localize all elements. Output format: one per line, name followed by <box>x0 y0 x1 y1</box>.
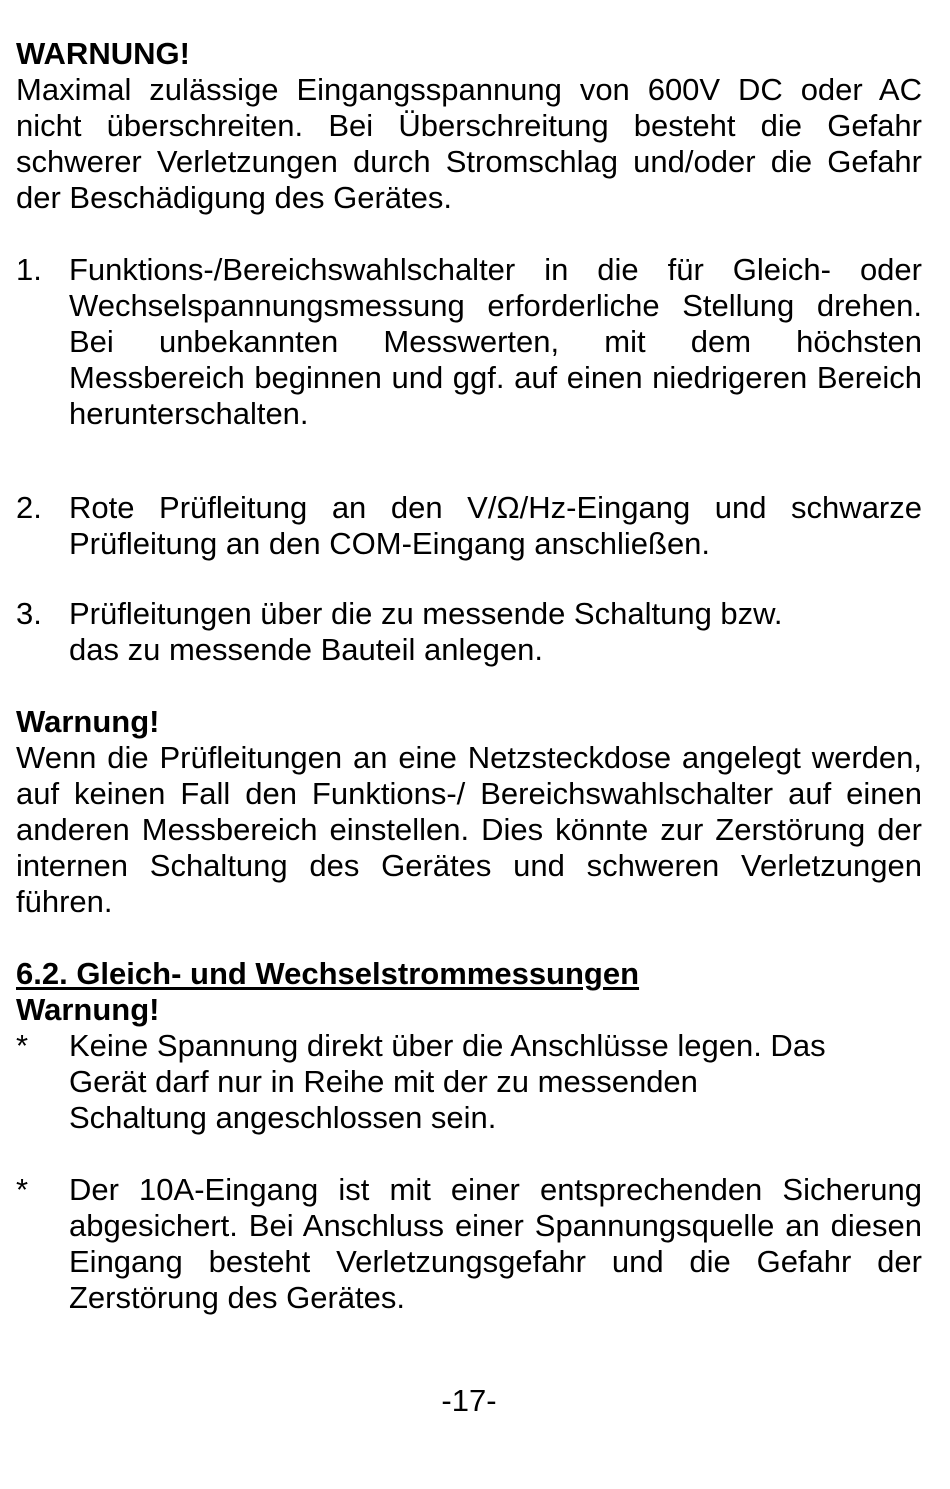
warning-text: Maximal zulässige Eingangsspannung von 600V DC oder AC nicht überschreiten. Bei Überschreitung besteht die Gefahr schwerer Verletzungen durch Stromschlag und/oder die Gefahr der Beschädigung des Gerätes. <box>16 72 922 215</box>
step-text <box>69 596 922 668</box>
bullet-text <box>69 1028 922 1136</box>
page-number: -17- <box>441 1383 497 1418</box>
step-text: Funktions-/Bereichswahlschalter in die für Gleich- oder Wechselspannungsmessung erforderliche Stellung drehen. Bei unbekannten Messwerten, mit dem höchsten Messbereich beginnen und ggf. auf einen niedrigeren Bereich herunterschalten. <box>69 252 922 431</box>
step-text: Rote Prüfleitung an den V/Ω/Hz-Eingang und schwarze Prüfleitung an den COM-Eingang anschließen. <box>69 490 922 561</box>
bullet-marker: * <box>16 1172 29 1207</box>
bullet-text-line: Gerät darf nur in Reihe mit der zu messenden <box>69 1064 698 1099</box>
step-item-3 <box>16 596 922 668</box>
bullet-item-1 <box>16 1028 922 1136</box>
step-item-1 <box>16 252 922 432</box>
section-warning-title: Warnung! <box>16 992 160 1027</box>
bullet-text: Der 10A-Eingang ist mit einer entsprechenden Sicherung abgesichert. Bei Anschluss einer Spannungsquelle an diesen Eingang besteht Verletzungsgefahr und die Gefahr der Zerstörung des Gerätes. <box>69 1172 922 1315</box>
bullet-text-line: Schaltung angeschlossen sein. <box>69 1100 497 1135</box>
step-number: 2. <box>16 490 42 525</box>
bullet-text-line: Keine Spannung direkt über die Anschlüsse legen. Das <box>69 1028 826 1063</box>
warning-text: Wenn die Prüfleitungen an eine Netzsteckdose angelegt werden, auf keinen Fall den Funktions-/ Bereichswahlschalter auf einen anderen Messbereich einstellen. Dies könnte zur Zerstörung der internen Schaltung des Gerätes und schweren Verletzungen führen. <box>16 740 922 919</box>
section-title: 6.2. Gleich- und Wechselstrommessungen <box>16 956 640 991</box>
manual-page <box>16 36 922 1316</box>
warning-title: Warnung! <box>16 704 160 739</box>
step-text-line: Prüfleitungen über die zu messende Schaltung bzw. <box>69 596 783 631</box>
step-number: 3. <box>16 596 42 631</box>
bullet-marker: * <box>16 1028 29 1063</box>
step-text-line: das zu messende Bauteil anlegen. <box>69 632 543 667</box>
step-item-2 <box>16 490 922 562</box>
warning-title: WARNUNG! <box>16 36 190 71</box>
step-number: 1. <box>16 252 42 287</box>
bullet-item-2 <box>16 1172 922 1316</box>
